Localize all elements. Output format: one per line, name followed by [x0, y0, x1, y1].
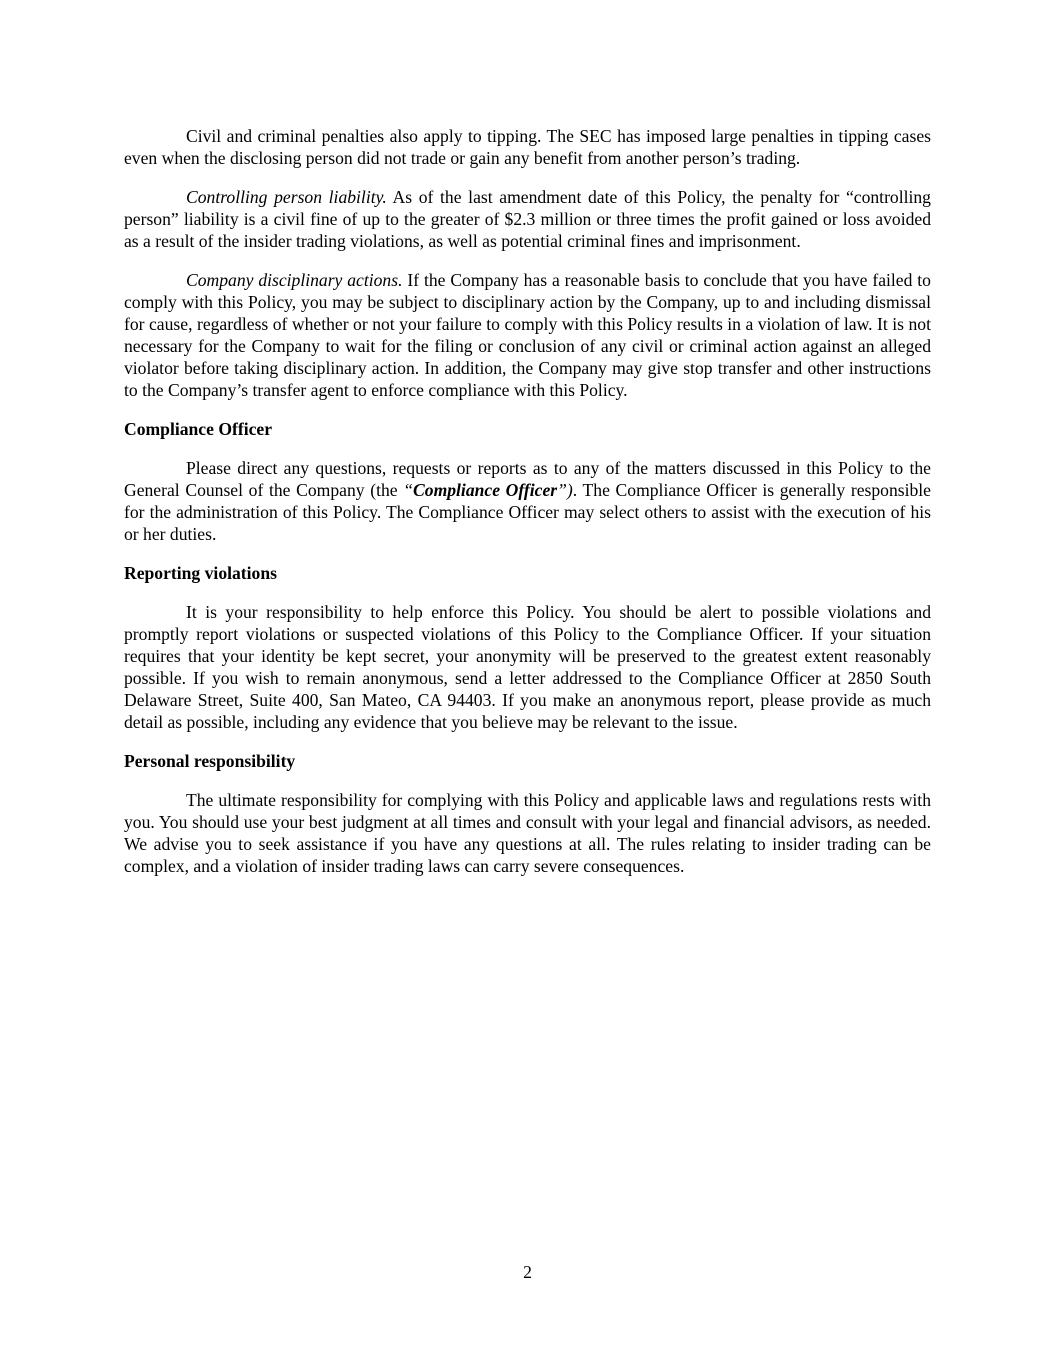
controlling-person-lead: Controlling person liability. — [186, 187, 387, 207]
controlling-person-body: As of the last amendment date of this Policy, the penalty for “controlling person” liability is a civil fine of up to the greater of $2.3 million or three times the profit gained or loss avoided as a result of the insider trading violations, as well as potential criminal fines and imprisonment. — [124, 187, 931, 251]
tipping-paragraph: Civil and criminal penalties also apply to tipping. The SEC has imposed large penalties in tipping cases even when the disclosing person did not trade or gain any benefit from another person’s trading. — [124, 126, 931, 168]
compliance-officer-text-after: . The Compliance Officer is generally responsible for the administration of this Policy. The Compliance Officer may select others to assist with the execution of his or her duties. — [124, 480, 931, 544]
compliance-officer-quote-close: ”) — [557, 480, 573, 500]
disciplinary-body: If the Company has a reasonable basis to conclude that you have failed to comply with this Policy, you may be subject to disciplinary action by the Company, up to and including dismissal for cause, regardless of whether or not your failure to comply with this Policy results in a violation of law. It is not necessary for the Company to wait for the filing or conclusion of any civil or criminal action against an alleged violator before taking disciplinary action. In addition, the Company may give stop transfer and other instructions to the Company’s transfer agent to enforce compliance with this Policy. — [124, 270, 931, 400]
personal-responsibility-heading: Personal responsibility — [124, 751, 296, 771]
reporting-violations-paragraph: It is your responsibility to help enforce this Policy. You should be alert to possible violations and promptly report violations or suspected violations of this Policy to the Compliance Officer. If your situation requires that your identity be kept secret, your anonymity will be preserved to the greatest extent reasonably possible. If you wish to remain anonymous, send a letter addressed to the Compliance Officer at 2850 South Delaware Street, Suite 400, San Mateo, CA 94403. If you make an anonymous report, please provide as much detail as possible, including any evidence that you believe may be relevant to the issue. — [124, 602, 931, 732]
compliance-officer-heading: Compliance Officer — [124, 419, 273, 439]
document-page — [124, 125, 931, 894]
compliance-officer-defined-term: Compliance Officer — [413, 480, 558, 500]
reporting-violations-heading: Reporting violations — [124, 563, 277, 583]
controlling-person-paragraph — [124, 186, 931, 252]
compliance-officer-quote-open: “ — [403, 480, 414, 500]
disciplinary-lead: Company disciplinary actions. — [186, 270, 403, 290]
page-number: 2 — [523, 1262, 532, 1282]
compliance-officer-text-before: Please direct any questions, requests or reports as to any of the matters discussed in this Policy to the General Counsel of the Company (the — [124, 458, 931, 500]
compliance-officer-paragraph — [124, 457, 931, 545]
disciplinary-paragraph — [124, 269, 931, 401]
personal-responsibility-paragraph: The ultimate responsibility for complying with this Policy and applicable laws and regulations rests with you. You should use your best judgment at all times and consult with your legal and financial advisors, as needed. We advise you to seek assistance if you have any questions at all. The rules relating to insider trading can be complex, and a violation of insider trading laws can carry severe consequences. — [124, 790, 931, 876]
